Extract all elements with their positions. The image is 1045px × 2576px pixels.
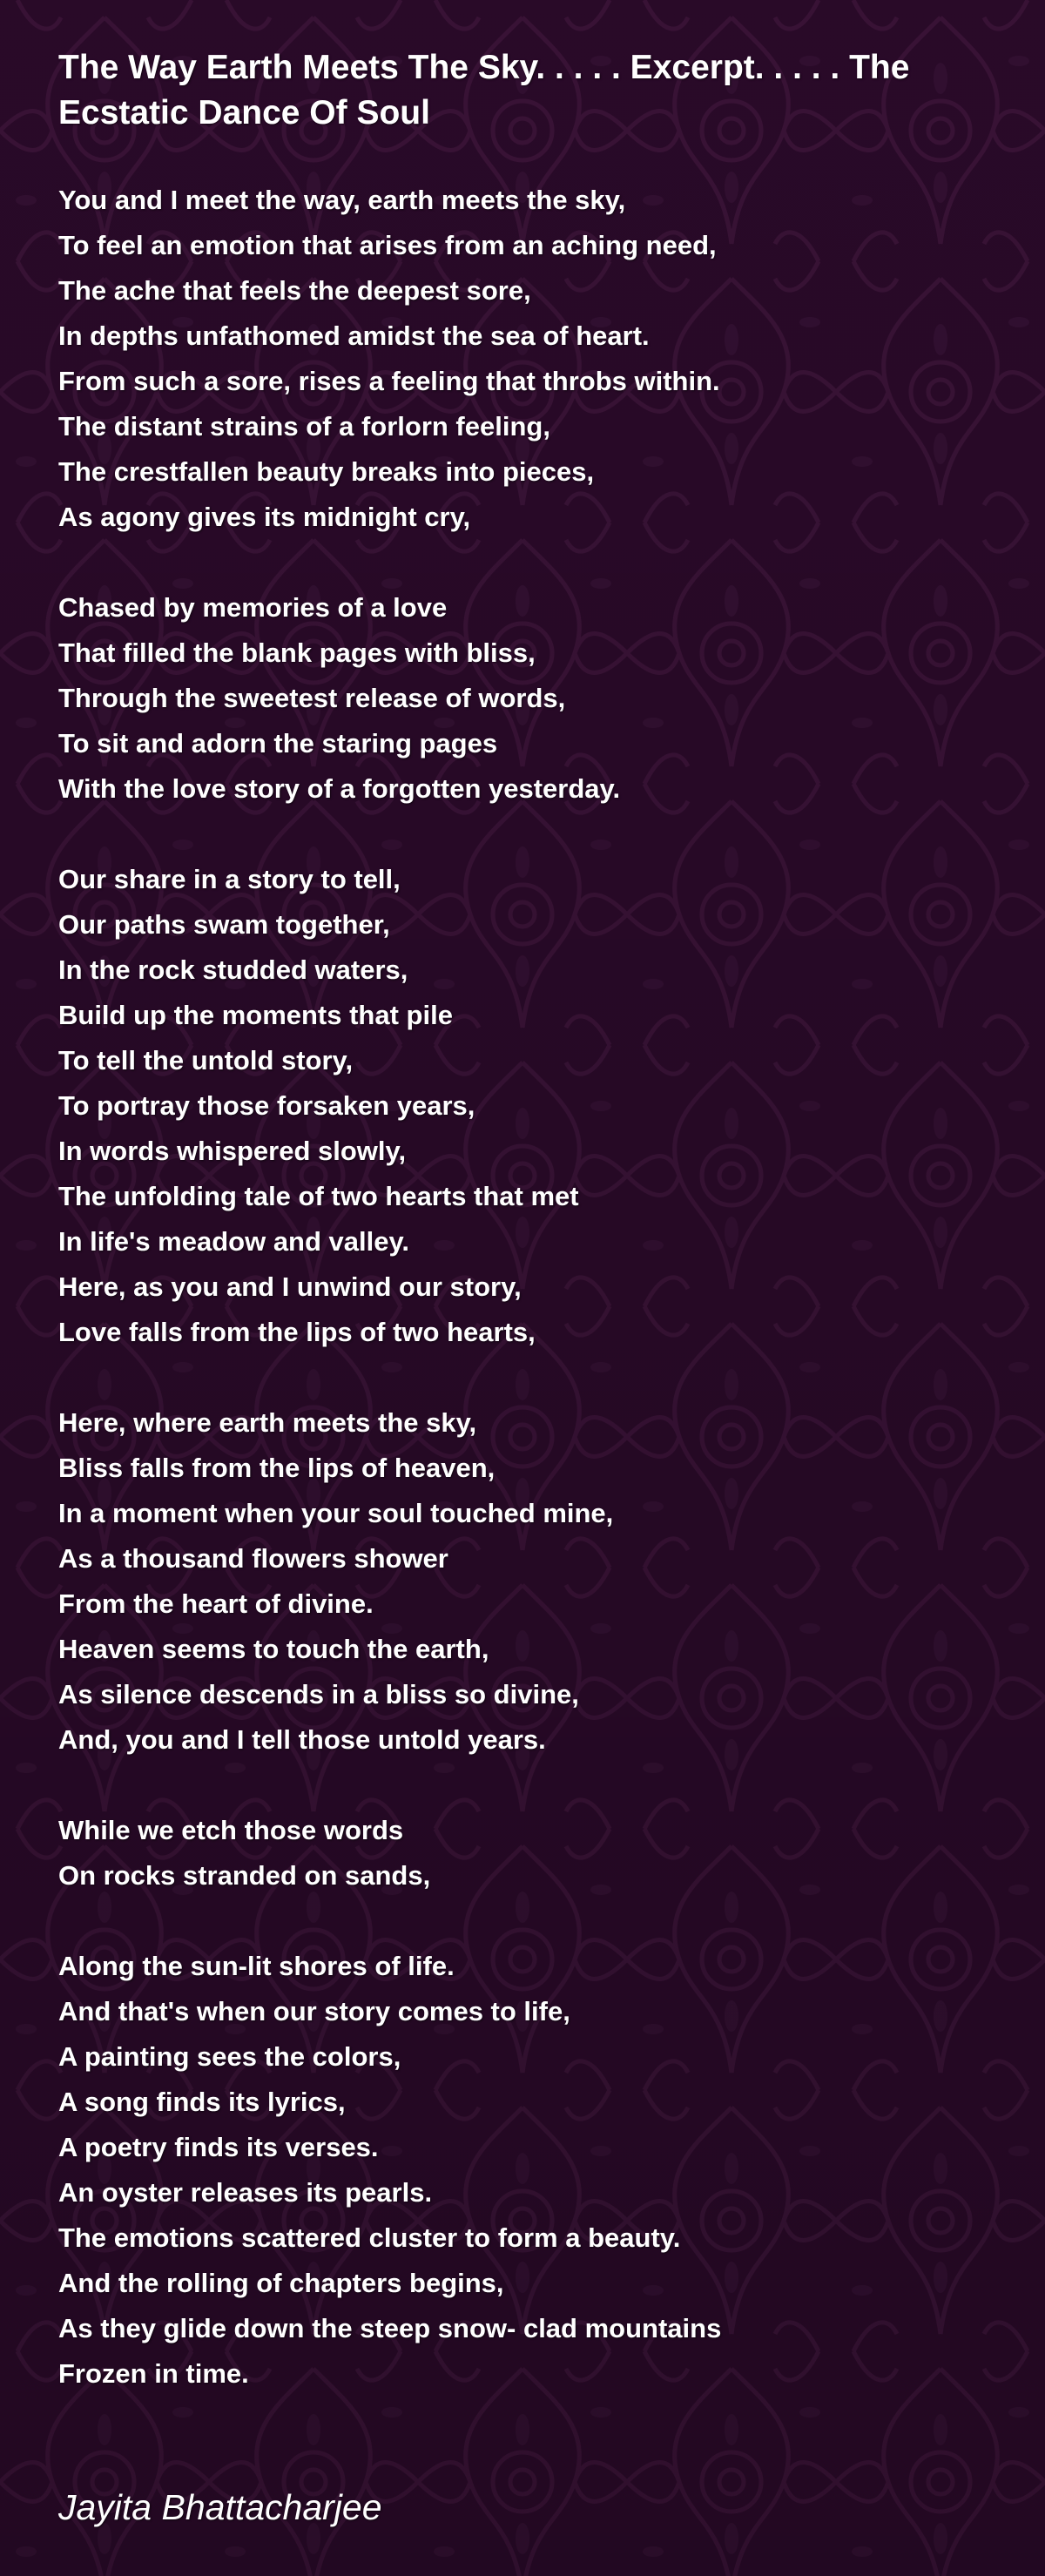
poem-line: With the love story of a forgotten yesterday.: [58, 773, 621, 804]
poem-line: To portray those forsaken years,: [58, 1090, 475, 1121]
stanza: [58, 585, 1025, 812]
poem-line: As agony gives its midnight cry,: [58, 502, 471, 532]
poem-title: The Way Earth Meets The Sky. . . . . Excerpt. . . . . The Ecstatic Dance Of Soul: [58, 49, 910, 131]
poem-line: As a thousand flowers shower: [58, 1543, 448, 1574]
poem-line: As they glide down the steep snow- clad mountains: [58, 2313, 722, 2343]
poem-line: The distant strains of a forlorn feeling,: [58, 411, 550, 442]
poem-line: An oyster releases its pearls.: [58, 2177, 433, 2208]
stanza: [58, 178, 1025, 540]
poem-line: And that's when our story comes to life,: [58, 1996, 570, 2026]
poem-line: And, you and I tell those untold years.: [58, 1724, 546, 1755]
poem-line: In depths unfathomed amidst the sea of heart.: [58, 320, 650, 351]
poem-line: That filled the blank pages with bliss,: [58, 637, 536, 668]
poem-line: From the heart of divine.: [58, 1588, 374, 1619]
poem-line: Frozen in time.: [58, 2358, 249, 2389]
poem-line: In words whispered slowly,: [58, 1136, 407, 1166]
poem-line: The unfolding tale of two hearts that met: [58, 1181, 579, 1211]
poem-line: The crestfallen beauty breaks into pieces,: [58, 456, 595, 487]
poem-line: And the rolling of chapters begins,: [58, 2268, 504, 2298]
poem-line: Along the sun-lit shores of life.: [58, 1951, 455, 1981]
poem-line: Love falls from the lips of two hearts,: [58, 1317, 536, 1347]
poem-line: Through the sweetest release of words,: [58, 683, 566, 713]
poem-line: Heaven seems to touch the earth,: [58, 1634, 489, 1664]
poem-line: You and I meet the way, earth meets the sky,: [58, 185, 626, 215]
stanza: [58, 1808, 1025, 1898]
poem-line: A poetry finds its verses.: [58, 2132, 379, 2162]
poem-line: In life's meadow and valley.: [58, 1226, 410, 1257]
poem-line: In the rock studded waters,: [58, 954, 408, 985]
poem-line: From such a sore, rises a feeling that throbs within.: [58, 366, 720, 396]
poem-line: On rocks stranded on sands,: [58, 1860, 431, 1891]
poem-line: Build up the moments that pile: [58, 1000, 453, 1030]
poem-line: A painting sees the colors,: [58, 2041, 401, 2072]
stanza: [58, 1944, 1025, 2397]
poem-line: A song finds its lyrics,: [58, 2087, 346, 2117]
poem-line: Our paths swam together,: [58, 909, 390, 940]
poem-line: To feel an emotion that arises from an aching need,: [58, 230, 717, 260]
poem-line: In a moment when your soul touched mine,: [58, 1498, 614, 1528]
poem-line: Chased by memories of a love: [58, 592, 448, 623]
poem-line: Here, where earth meets the sky,: [58, 1407, 477, 1438]
stanza: [58, 857, 1025, 1355]
poem-line: Here, as you and I unwind our story,: [58, 1271, 522, 1302]
poem-body: [58, 178, 1025, 2442]
poem-line: To tell the untold story,: [58, 1045, 354, 1076]
poem-line: Our share in a story to tell,: [58, 864, 401, 894]
poem-author: Jayita Bhattacharjee: [58, 2487, 382, 2527]
poem-line: The emotions scattered cluster to form a beauty.: [58, 2222, 681, 2253]
stanza: [58, 1400, 1025, 1763]
poem-line: Bliss falls from the lips of heaven,: [58, 1453, 496, 1483]
poem-line: The ache that feels the deepest sore,: [58, 275, 531, 306]
poem-line: As silence descends in a bliss so divine,: [58, 1679, 579, 1709]
poem-line: While we etch those words: [58, 1815, 404, 1845]
poem-line: To sit and adorn the staring pages: [58, 728, 498, 759]
